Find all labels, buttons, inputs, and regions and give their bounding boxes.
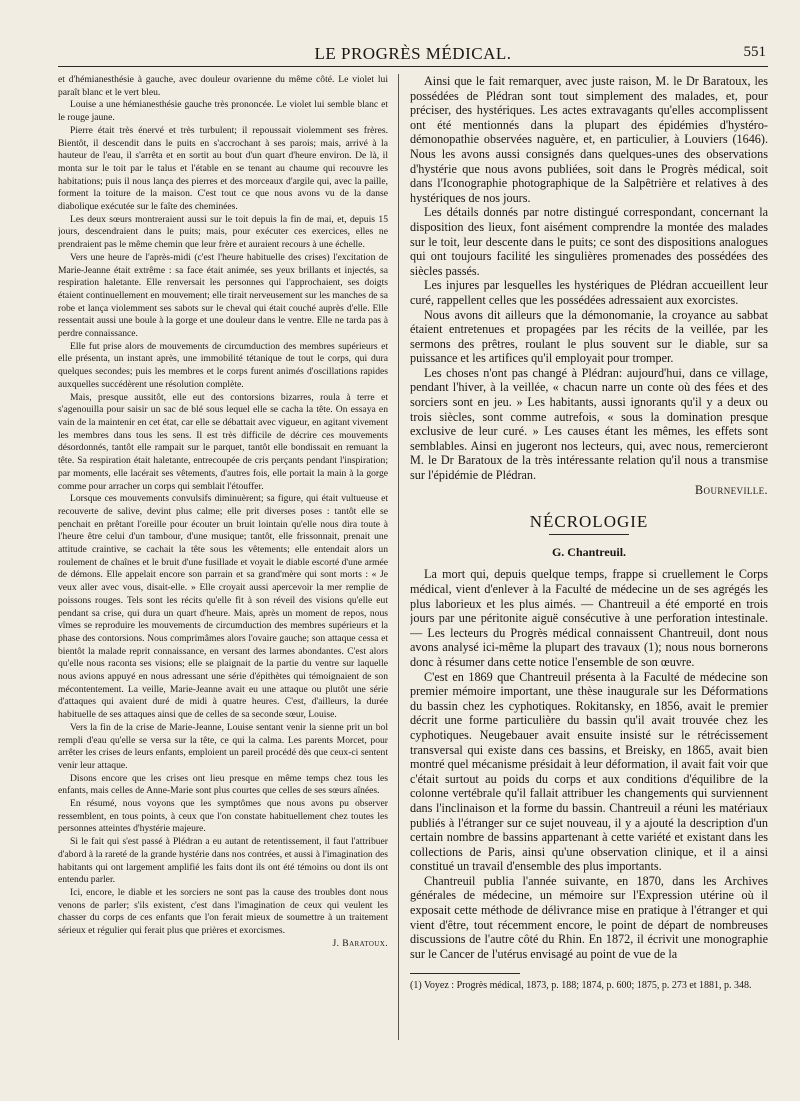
author-signature: Bourneville.	[695, 482, 768, 497]
right-column	[410, 74, 768, 1040]
paragraph: Vers la fin de la crise de Marie-Jeanne, Louise sentant venir la sienne prit un bol rempli d'eau qu'elle se versa sur la tête, ce qui la calma. Les parents Morcet, pour arrêter les crises de leurs enfants, emploient un pareil procédé dès que ceux-ci sentent venir leur attaque.	[58, 721, 388, 771]
paragraph: Ici, encore, le diable et les sorciers ne sont pas la cause des troubles dont nous venons de parler; s'ils existent, c'est dans l'imagination de ceux qui veulent les chasser du corps de ces enfants que l'on ferait mieux de soumettre à un traitement sérieux et régulier qui ferait plus que prières et exorcismes.	[58, 887, 388, 937]
page-number: 551	[743, 44, 766, 60]
journal-title: LE PROGRÈS MÉDICAL.	[314, 44, 512, 63]
paragraph: Disons encore que les crises ont lieu presque en même temps chez tous les enfants, mais celles de Anne-Marie sont plus courtes que celles de ses sœurs aînées.	[58, 772, 388, 797]
paragraph: Mais, presque aussitôt, elle eut des contorsions bizarres, roula à terre et s'agenouilla pour saisir un sac de blé sous lequel elle se cacha la tête. On essaya en vain de la maintenir en cet état, car elle se débattait avec vigueur, en agitant vivement les membres dans tous les sens. Il est très difficile de décrire ces mouvements désordonnés, tantôt elle rampait sur le parquet, tantôt elle bondissait en remuant la tête. Sa respiration était haletante, entrecoupée de cris perçants pendant l'inspiration; par moments, elle lacérait ses vêtements, d'autres fois, elle portait la main à la gorge comme pour arracher un corps qui semblait l'étouffer.	[58, 391, 388, 492]
paragraph: et d'hémianesthésie à gauche, avec douleur ovarienne du même côté. Le violet lui paraît blanc et le vert bleu.	[58, 74, 388, 98]
author-signature: J. Baratoux.	[332, 937, 388, 949]
signature-line	[58, 938, 388, 951]
paragraph: Les détails donnés par notre distingué correspondant, concernant la disposition des lieux, font aisément comprendre la montée des malades sur le toit, leur descente dans le puits; ce sont des dispositions analogues qui ont toujours facilité les singulières promenades des possédées des siècles passés.	[410, 205, 768, 278]
paragraph: La mort qui, depuis quelque temps, frappe si cruellement le Corps médical, vient d'enlever à la Faculté de médecine un de ses agrégés les plus laborieux et les plus aimés. — Chantreuil a été emporté en trois jours par une péritonite aiguë consécutive à une perforation intestinale. — Les lecteurs du Progrès médical connaissent Chantreuil, dont nous avons analysé ici-même la plupart des travaux (1); nous nous bornerons donc à résumer dans cette notice l'ensemble de son œuvre.	[410, 567, 768, 669]
paragraph: Ainsi que le fait remarquer, avec juste raison, M. le Dr Baratoux, les possédées de Plédran sont tout simplement des malades, et, pour préciser, des hystériques. Les actes extravagants qu'elles accomplissent ont été mentionnés dans la plupart des épidémies d'hystéro-démonopathie observées naguère, et, en particulier, à Louviers (1646). Nous les avons aussi consignés dans quelques-unes des observations d'hystérie que nous avons publiées, soit dans le Progrès médical, soit dans l'Iconographie photographique de la Salpêtrière et relatives à des hystériques de nos jours.	[410, 74, 768, 205]
page-header	[58, 40, 768, 67]
obituary-subject: G. Chantreuil.	[551, 544, 627, 559]
paragraph: Pierre était très énervé et très turbulent; il repoussait violemment ses frères. Bientôt, il descendit dans le puits en s'accrochant à ses parois; mais, arrivé à la hauteur de l'eau, il s'arrêta et en sortit au bout d'un quart d'heure environ. De là, il monta sur le toit par le talus et l'étable en se tenant au chaume qui recouvre les habitations; puis il nous lança des pierres et des morceaux d'argile qui, avec la paille, forment la toiture de la maison. C'est tout ce que nous avons vu de la danse diabolique exécutée sur le faîte des cheminées.	[58, 124, 388, 213]
section-title: NÉCROLOGIE	[529, 512, 649, 532]
footnote-rule	[410, 973, 520, 974]
paragraph: Elle fut prise alors de mouvements de circumduction des membres supérieurs et elle présenta, un instant après, une immobilité tétanique de tout le corps, qui dura quelques secondes; puis les membres et le corps furent animés d'oscillations rapides auxquelles succédèrent une résolution complète.	[58, 340, 388, 390]
paragraph: Les choses n'ont pas changé à Plédran: aujourd'hui, dans ce village, pendant l'hiver, à la veillée, « chacun narre un conte où des fées et des sorciers sont en jeu. » Les habitants, aussi ignorants qu'il y a deux ou trois siècles, sont comme autrefois, « sous la domination presque exclusive de leur curé. » Les causes étant les mêmes, les effets sont semblables. Ainsi en jugeront nos lecteurs, qui, avec nous, remercieront M. le Dr Baratoux de la très intéressante relation qu'il nous a transmise sur l'épidémie de Plédran.	[410, 365, 768, 483]
paragraph: Si le fait qui s'est passé à Plédran a eu autant de retentissement, il faut l'attribuer d'abord à la rareté de la grande hystérie dans nos contrées, et aussi à l'imagination des habitants qui ont largement amplifié les faits dont ils ont été témoins ou dont ils ont entendu parler.	[58, 836, 388, 886]
paragraph: Nous avons dit ailleurs que la démonomanie, la croyance au sabbat étaient entretenues et propagées par les récits de la veillée, par les sermons des prêtres, roulant le plus souvent sur le diable, sur sa puissance et les artifices qu'il employait pour tromper.	[410, 307, 768, 366]
left-column	[58, 74, 388, 1040]
paragraph: C'est en 1869 que Chantreuil présenta à la Faculté de médecine son premier mémoire important, une thèse inaugurale sur les Déformations du bassin chez les cyphotiques. Rokitansky, en 1856, avait le premier décrit une forme particulière du bassin qu'il avait trouvée chez les cyphotiques. Neugebauer avait ensuite insisté sur le rétrécissement transversal qui existe dans ces bassins, et Breisky, en 1865, avait bien montré quel mécanisme présidait à leur déformation, il avait fait voir que c'était surtout au poids du corps et aux conditions d'équilibre de la colonne vertébrale qu'il fallait attribuer les changements qui surviennent dans l'inclinaison et la forme du bassin. Chantreuil a réuni les matériaux publiés à l'étranger sur ce sujet nouveau, il y a ajouté la description d'un certain nombre de bassins appartenant à cette variété et existant dans les collections de Paris, ainsi qu'une observation clinique, et il a ainsi constitué un travail d'ensemble des plus importants.	[410, 669, 768, 874]
paragraph: Les injures par lesquelles les hystériques de Plédran accueillent leur curé, rappellent celles que les possédées adressaient aux exorcistes.	[410, 278, 768, 307]
paragraph: Les deux sœurs montreraient aussi sur le toit depuis la fin de mai, et, depuis 15 jours, descendraient dans le puits; mais, pour exécuter ces exercices, elles ne prendraient pas le même chemin que leur frère et auraient recours à une échelle.	[58, 213, 388, 251]
column-divider	[398, 74, 399, 1040]
paragraph: En résumé, nous voyons que les symptômes que nous avons pu observer ressemblent, en tous points, à ceux que l'on constate habituellement chez toutes les personnes atteintes d'hystérie majeure.	[58, 798, 388, 835]
section-rule	[549, 534, 629, 535]
paragraph: Chantreuil publia l'année suivante, en 1870, dans les Archives générales de médecine, un mémoire sur l'Expression utérine où il exposait cette méthode de délivrance mise en pratique à l'étranger et qui vient d'être, tout récemment encore, le point de départ de nombreuses discussions de l'autre côté du Rhin. En 1872, il écrivit une monographie sur le Cancer de l'utérus envisagé au point de vue de la	[410, 873, 768, 961]
paragraph: Lorsque ces mouvements convulsifs diminuèrent; sa figure, qui était vultueuse et recouverte de salive, devint plus calme; elle prit diverses poses : tantôt elle se penchait en prêtant l'oreille pour écouter un bruit lointain qu'elle nous dira toute à l'heure être celui d'un tambour, d'une musique; tantôt, elle frissonnait, prenait une attitude craintive, se cachait la tête sous les vêtements; elle entendait alors un roulement de chaînes et le bruit d'une fusillade et voyait le diable escorté d'une armée de démons. Elle appelait encore son parrain et sa grand'mère qui sont morts : « Je veux aller avec vous, disait-elle. » Elle croyait aussi apercevoir la mer remplie de poissons rouges. Tels sont les récits qu'elle fit à son réveil des visions qu'elle eut pendant sa crise, qui dura un quart d'heure. Mais, après un moment de repos, nous vîmes se reproduire les mouvements de circumduction des membres supérieurs et la phase des contorsions. Nous comprimâmes alors l'ovaire gauche; son attaque cessa et bientôt la malade reprit connaissance, en versant des larmes abondantes. C'est alors qu'elle nous raconta ses visions; elle se plaignait de la partie du ventre sur laquelle nous avions appuyé en nous adressant une série d'épithètes qui témoignaient de son mécontentement. La veille, Marie-Jeanne avait eu une attaque ou plutôt une série d'attaques qui avaient duré de midi à quatre heures. C'est, d'ailleurs, la durée habituelle de ses attaques ainsi que de celles de sa seconde sœur, Louise.	[58, 493, 388, 721]
footnote: (1) Voyez : Progrès médical, 1873, p. 188; 1874, p. 600; 1875, p. 273 et 1881, p. 348.	[410, 980, 752, 992]
paragraph: Vers une heure de l'après-midi (c'est l'heure habituelle des crises) l'excitation de Marie-Jeanne était extrême : sa face était animée, ses yeux brillants et injectés, sa respiration haletante. Elle renversait les personnes qui l'approchaient, ses doigts étaient continuellement en mouvement; elle tirait nerveusement sur les manches de sa robe et lança violemment ses sabots sur le cheval qui était couché auprès d'elle. Elle ressentait aussi une boule à la gorge et une douleur dans le ventre. Elle ne tarda pas à perdre connaissance.	[58, 251, 388, 340]
paragraph: Louise a une hémianesthésie gauche très prononcée. Le violet lui semble blanc et le rouge jaune.	[58, 99, 388, 124]
signature-line	[410, 483, 768, 498]
